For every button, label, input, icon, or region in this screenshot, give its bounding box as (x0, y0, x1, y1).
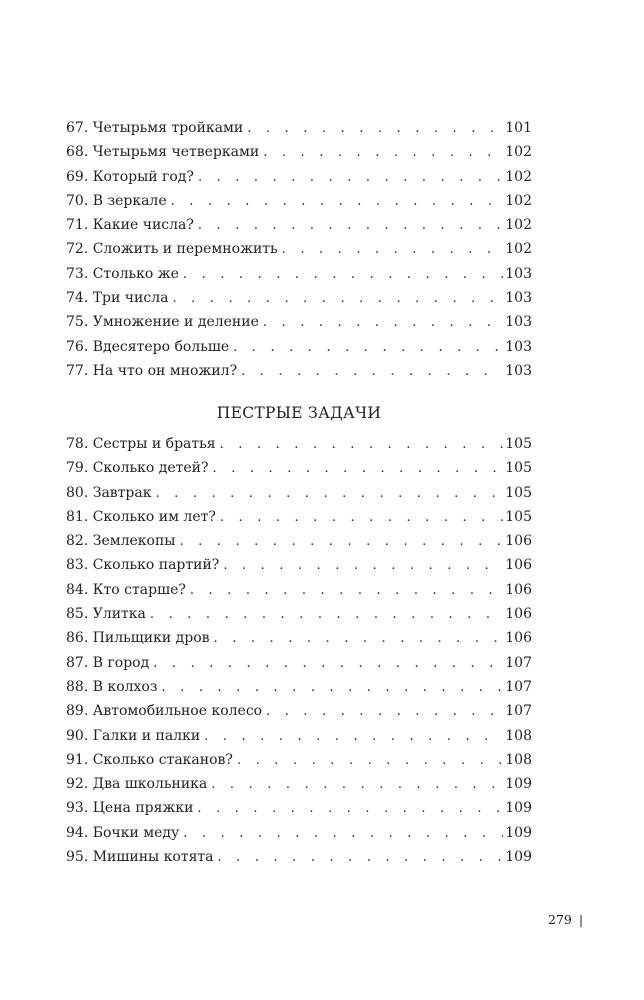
dot-leader (247, 117, 503, 141)
dot-leader (211, 773, 503, 797)
dot-leader (162, 676, 504, 700)
toc-entry-page: 102 (505, 168, 532, 185)
toc-entry (66, 772, 532, 796)
toc-entry (66, 432, 532, 456)
dot-leader (183, 263, 503, 287)
toc-entry-title: 74. Три числа (66, 290, 169, 307)
section-heading: ПЕСТРЫЕ ЗАДАЧИ (216, 404, 382, 422)
toc-entry-title: 78. Сестры и братья (66, 436, 216, 452)
toc-entry-title: 80. Завтрак (66, 484, 152, 501)
toc-entry (66, 481, 532, 505)
toc-entry-title: 89. Автомобильное колесо (66, 703, 263, 720)
toc-entry-page: 109 (505, 849, 532, 866)
toc-entry-title: 77. На что он множил? (66, 362, 238, 379)
toc-entry-title: 82. Землекопы (66, 533, 176, 550)
toc-entry (66, 213, 532, 237)
toc-entry-page: 105 (505, 508, 532, 525)
toc-entry-title: 69. Который год? (66, 168, 194, 185)
toc-entry (66, 262, 532, 286)
dot-leader (214, 627, 504, 651)
dot-leader (220, 506, 503, 530)
dot-leader (197, 797, 503, 821)
toc-entry-page: 106 (505, 606, 532, 623)
toc-entry-page: 103 (505, 362, 532, 379)
toc-entry-title: 86. Пильщики дров (66, 630, 210, 647)
toc-entry (66, 529, 532, 553)
toc-entry (66, 724, 532, 748)
dot-leader (223, 554, 503, 578)
toc-entry (66, 286, 532, 310)
page-footer (548, 912, 583, 927)
toc-entry (66, 578, 532, 602)
dot-leader (198, 166, 503, 190)
toc-entry-page: 107 (505, 654, 532, 671)
toc-entry-title: 92. Два школьника (66, 776, 208, 793)
dot-leader (263, 141, 503, 165)
toc-entry (66, 845, 532, 869)
toc-entry-page: 109 (505, 824, 532, 841)
toc-entry-title: 85. Улитка (66, 606, 146, 623)
toc-entry-title: 83. Сколько партий? (66, 557, 220, 574)
toc-entry-title: 76. Вдесятеро больше (66, 338, 230, 355)
dot-leader (263, 311, 503, 335)
toc-entry-page: 102 (505, 217, 532, 234)
toc-entry-title: 72. Сложить и перемножить (66, 241, 278, 258)
toc-entry-page: 103 (505, 265, 532, 282)
dot-leader (266, 700, 503, 724)
toc-entry-title: 95. Мишины котята (66, 849, 214, 866)
dot-leader (233, 336, 503, 360)
toc-entry-title: 73. Столько же (66, 265, 179, 282)
toc-list-bottom (66, 432, 532, 869)
toc-entry-page: 106 (505, 581, 532, 598)
toc-entry-page: 102 (505, 144, 532, 161)
dot-leader (282, 238, 504, 262)
toc-entry-page: 108 (505, 727, 532, 744)
toc-entry-page: 108 (505, 751, 532, 768)
toc-entry-title: 84. Кто старше? (66, 581, 186, 598)
toc-entry (66, 699, 532, 723)
toc-entry (66, 748, 532, 772)
toc-entry-page: 105 (505, 484, 532, 501)
toc-entry-page: 102 (505, 241, 532, 258)
toc-entry (66, 796, 532, 820)
dot-leader (190, 579, 503, 603)
toc-entry-page: 105 (505, 436, 532, 452)
toc-entry-page: 103 (505, 290, 532, 307)
dot-leader (220, 433, 504, 457)
toc-entry-page: 106 (505, 557, 532, 574)
toc-entry-page: 101 (505, 120, 532, 136)
toc-entry-page: 106 (505, 533, 532, 550)
toc-entry-title: 90. Галки и палки (66, 727, 201, 744)
dot-leader (198, 214, 503, 238)
toc-list-top (66, 116, 532, 383)
dot-leader (150, 603, 503, 627)
toc-entry (66, 116, 532, 140)
toc-entry (66, 602, 532, 626)
toc-entry (66, 821, 532, 845)
toc-entry-page: 107 (505, 678, 532, 695)
dot-leader (155, 482, 503, 506)
dot-leader (153, 652, 503, 676)
toc-entry (66, 553, 532, 577)
toc-entry-title: 70. В зеркале (66, 192, 167, 209)
dot-leader (241, 360, 503, 384)
dot-leader (204, 725, 503, 749)
toc-entry-title: 67. Четырьмя тройками (66, 120, 244, 136)
toc-entry (66, 626, 532, 650)
toc-entry-title: 75. Умножение и деление (66, 314, 259, 331)
footer-separator: | (578, 912, 584, 927)
toc-entry-page: 106 (505, 630, 532, 647)
dot-leader (179, 530, 503, 554)
toc-entry (66, 189, 532, 213)
toc-entry-title: 88. В колхоз (66, 678, 158, 695)
toc-entry-page: 102 (505, 192, 532, 209)
toc-entry (66, 505, 532, 529)
toc-entry-page: 109 (505, 776, 532, 793)
toc-entry (66, 675, 532, 699)
toc-entry-title: 87. В город (66, 654, 150, 671)
toc-entry (66, 456, 532, 480)
dot-leader (172, 287, 503, 311)
toc-entry (66, 140, 532, 164)
toc-entry-title: 94. Бочки меду (66, 824, 180, 841)
toc-entry-title: 68. Четырьмя четверками (66, 144, 260, 161)
dot-leader (171, 190, 504, 214)
toc-entry-title: 71. Какие числа? (66, 217, 194, 234)
toc-entry (66, 651, 532, 675)
toc-entry-title: 79. Сколько детей? (66, 460, 209, 477)
toc-entry (66, 237, 532, 261)
dot-leader (218, 846, 504, 870)
dot-leader (183, 822, 503, 846)
toc-entry-page: 107 (505, 703, 532, 720)
toc-entry (66, 335, 532, 359)
dot-leader (237, 749, 503, 773)
toc-entry-page: 105 (505, 460, 532, 477)
toc-entry-page: 103 (505, 314, 532, 331)
toc-entry (66, 165, 532, 189)
dot-leader (213, 457, 504, 481)
toc-entry-page: 103 (505, 338, 532, 355)
toc-entry (66, 359, 532, 383)
toc-entry-title: 93. Цена пряжки (66, 800, 194, 817)
toc-entry (66, 310, 532, 334)
page-number: 279 (548, 912, 572, 927)
toc-entry-page: 109 (505, 800, 532, 817)
toc-entry-title: 91. Сколько стаканов? (66, 751, 233, 768)
toc-entry-title: 81. Сколько им лет? (66, 508, 216, 525)
